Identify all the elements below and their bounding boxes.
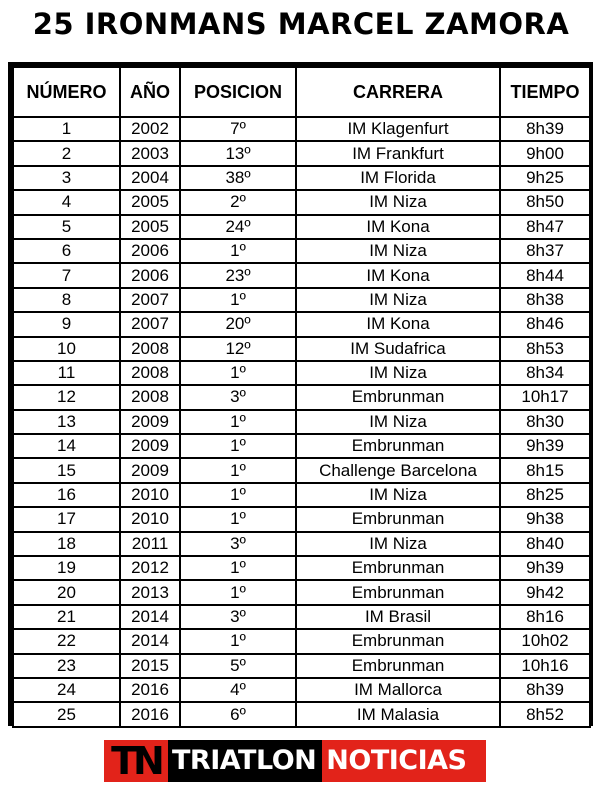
cell-carrera: IM Klagenfurt	[296, 117, 500, 141]
cell-numero: 18	[13, 532, 120, 556]
cell-numero: 14	[13, 434, 120, 458]
cell-ano: 2014	[120, 605, 180, 629]
cell-tiempo: 9h00	[500, 141, 590, 165]
cell-tiempo: 10h16	[500, 654, 590, 678]
cell-ano: 2008	[120, 337, 180, 361]
table-row	[13, 678, 590, 702]
cell-ano: 2004	[120, 166, 180, 190]
logo-tn-mark: TN	[104, 740, 168, 782]
cell-posicion: 3º	[180, 532, 296, 556]
cell-posicion: 2º	[180, 190, 296, 214]
cell-numero: 5	[13, 215, 120, 239]
table-row	[13, 215, 590, 239]
cell-ano: 2007	[120, 312, 180, 336]
cell-carrera: IM Sudafrica	[296, 337, 500, 361]
table-row	[13, 312, 590, 336]
table-row	[13, 458, 590, 482]
cell-tiempo: 8h46	[500, 312, 590, 336]
table-row	[13, 605, 590, 629]
cell-carrera: IM Niza	[296, 361, 500, 385]
cell-ano: 2014	[120, 629, 180, 653]
table-row	[13, 190, 590, 214]
table-row	[13, 166, 590, 190]
cell-tiempo: 8h53	[500, 337, 590, 361]
cell-carrera: Embrunman	[296, 580, 500, 604]
cell-ano: 2016	[120, 702, 180, 726]
cell-ano: 2010	[120, 483, 180, 507]
cell-ano: 2013	[120, 580, 180, 604]
cell-tiempo: 10h02	[500, 629, 590, 653]
cell-numero: 23	[13, 654, 120, 678]
cell-posicion: 7º	[180, 117, 296, 141]
cell-tiempo: 8h38	[500, 288, 590, 312]
cell-ano: 2015	[120, 654, 180, 678]
cell-posicion: 1º	[180, 483, 296, 507]
cell-posicion: 1º	[180, 410, 296, 434]
cell-ano: 2006	[120, 239, 180, 263]
cell-tiempo: 8h25	[500, 483, 590, 507]
cell-carrera: IM Frankfurt	[296, 141, 500, 165]
cell-carrera: IM Mallorca	[296, 678, 500, 702]
table-row	[13, 629, 590, 653]
cell-tiempo: 8h40	[500, 532, 590, 556]
cell-posicion: 1º	[180, 629, 296, 653]
cell-numero: 16	[13, 483, 120, 507]
table-row	[13, 288, 590, 312]
cell-posicion: 3º	[180, 385, 296, 409]
cell-posicion: 1º	[180, 361, 296, 385]
cell-numero: 24	[13, 678, 120, 702]
cell-numero: 2	[13, 141, 120, 165]
results-table-frame	[8, 62, 593, 726]
header-numero: NÚMERO	[13, 67, 120, 117]
cell-tiempo: 9h25	[500, 166, 590, 190]
results-table	[12, 66, 591, 728]
cell-ano: 2009	[120, 434, 180, 458]
cell-carrera: Embrunman	[296, 385, 500, 409]
cell-carrera: Embrunman	[296, 629, 500, 653]
cell-ano: 2008	[120, 361, 180, 385]
cell-carrera: IM Kona	[296, 312, 500, 336]
cell-ano: 2009	[120, 458, 180, 482]
header-posicion: POSICION	[180, 67, 296, 117]
cell-posicion: 24º	[180, 215, 296, 239]
cell-numero: 10	[13, 337, 120, 361]
cell-carrera: IM Niza	[296, 410, 500, 434]
cell-carrera: IM Niza	[296, 288, 500, 312]
cell-tiempo: 9h38	[500, 507, 590, 531]
cell-numero: 20	[13, 580, 120, 604]
table-body	[13, 117, 590, 727]
table-row	[13, 532, 590, 556]
cell-numero: 19	[13, 556, 120, 580]
cell-posicion: 23º	[180, 263, 296, 287]
cell-ano: 2016	[120, 678, 180, 702]
cell-posicion: 1º	[180, 580, 296, 604]
cell-posicion: 1º	[180, 556, 296, 580]
table-row	[13, 507, 590, 531]
cell-ano: 2009	[120, 410, 180, 434]
table-row	[13, 483, 590, 507]
cell-numero: 6	[13, 239, 120, 263]
cell-posicion: 1º	[180, 434, 296, 458]
cell-ano: 2006	[120, 263, 180, 287]
cell-posicion: 20º	[180, 312, 296, 336]
cell-tiempo: 8h39	[500, 678, 590, 702]
cell-numero: 3	[13, 166, 120, 190]
cell-tiempo: 8h37	[500, 239, 590, 263]
cell-carrera: Embrunman	[296, 556, 500, 580]
header-tiempo: TIEMPO	[500, 67, 590, 117]
cell-ano: 2008	[120, 385, 180, 409]
cell-numero: 21	[13, 605, 120, 629]
table-row	[13, 580, 590, 604]
cell-tiempo: 8h47	[500, 215, 590, 239]
logo-noticias-text: NOTICIAS	[322, 740, 486, 782]
cell-numero: 15	[13, 458, 120, 482]
cell-tiempo: 8h30	[500, 410, 590, 434]
cell-carrera: Challenge Barcelona	[296, 458, 500, 482]
cell-carrera: IM Malasia	[296, 702, 500, 726]
cell-numero: 11	[13, 361, 120, 385]
cell-posicion: 13º	[180, 141, 296, 165]
table-row	[13, 337, 590, 361]
cell-carrera: IM Brasil	[296, 605, 500, 629]
cell-numero: 8	[13, 288, 120, 312]
cell-tiempo: 9h39	[500, 434, 590, 458]
cell-ano: 2005	[120, 190, 180, 214]
cell-tiempo: 9h39	[500, 556, 590, 580]
cell-tiempo: 9h42	[500, 580, 590, 604]
cell-posicion: 1º	[180, 458, 296, 482]
table-row	[13, 239, 590, 263]
table-row	[13, 141, 590, 165]
logo-triatlon-text: TRIATLON	[168, 740, 322, 782]
table-row	[13, 434, 590, 458]
triatlonnoticias-logo	[104, 740, 486, 782]
cell-posicion: 4º	[180, 678, 296, 702]
cell-carrera: IM Niza	[296, 532, 500, 556]
cell-numero: 13	[13, 410, 120, 434]
cell-tiempo: 8h52	[500, 702, 590, 726]
cell-carrera: IM Kona	[296, 263, 500, 287]
cell-ano: 2002	[120, 117, 180, 141]
cell-carrera: IM Kona	[296, 215, 500, 239]
table-header-row	[13, 67, 590, 117]
page-title: 25 IRONMANS MARCEL ZAMORA	[32, 7, 570, 41]
cell-ano: 2003	[120, 141, 180, 165]
cell-posicion: 38º	[180, 166, 296, 190]
cell-ano: 2011	[120, 532, 180, 556]
cell-numero: 25	[13, 702, 120, 726]
cell-carrera: Embrunman	[296, 654, 500, 678]
table-row	[13, 385, 590, 409]
cell-ano: 2012	[120, 556, 180, 580]
table-row	[13, 361, 590, 385]
cell-tiempo: 8h15	[500, 458, 590, 482]
cell-tiempo: 8h44	[500, 263, 590, 287]
cell-carrera: Embrunman	[296, 434, 500, 458]
cell-numero: 1	[13, 117, 120, 141]
cell-numero: 22	[13, 629, 120, 653]
cell-carrera: IM Niza	[296, 239, 500, 263]
cell-tiempo: 10h17	[500, 385, 590, 409]
table-row	[13, 654, 590, 678]
cell-numero: 17	[13, 507, 120, 531]
cell-numero: 9	[13, 312, 120, 336]
cell-carrera: IM Niza	[296, 483, 500, 507]
cell-posicion: 5º	[180, 654, 296, 678]
cell-tiempo: 8h50	[500, 190, 590, 214]
cell-carrera: IM Florida	[296, 166, 500, 190]
cell-posicion: 3º	[180, 605, 296, 629]
cell-posicion: 12º	[180, 337, 296, 361]
cell-carrera: IM Niza	[296, 190, 500, 214]
table-row	[13, 556, 590, 580]
cell-posicion: 6º	[180, 702, 296, 726]
cell-tiempo: 8h16	[500, 605, 590, 629]
cell-posicion: 1º	[180, 239, 296, 263]
cell-ano: 2005	[120, 215, 180, 239]
cell-numero: 12	[13, 385, 120, 409]
cell-posicion: 1º	[180, 507, 296, 531]
table-row	[13, 410, 590, 434]
cell-posicion: 1º	[180, 288, 296, 312]
header-ano: AÑO	[120, 67, 180, 117]
cell-numero: 7	[13, 263, 120, 287]
cell-carrera: Embrunman	[296, 507, 500, 531]
table-row	[13, 702, 590, 726]
cell-numero: 4	[13, 190, 120, 214]
table-row	[13, 117, 590, 141]
cell-ano: 2007	[120, 288, 180, 312]
cell-tiempo: 8h34	[500, 361, 590, 385]
cell-tiempo: 8h39	[500, 117, 590, 141]
cell-ano: 2010	[120, 507, 180, 531]
header-carrera: CARRERA	[296, 67, 500, 117]
table-row	[13, 263, 590, 287]
